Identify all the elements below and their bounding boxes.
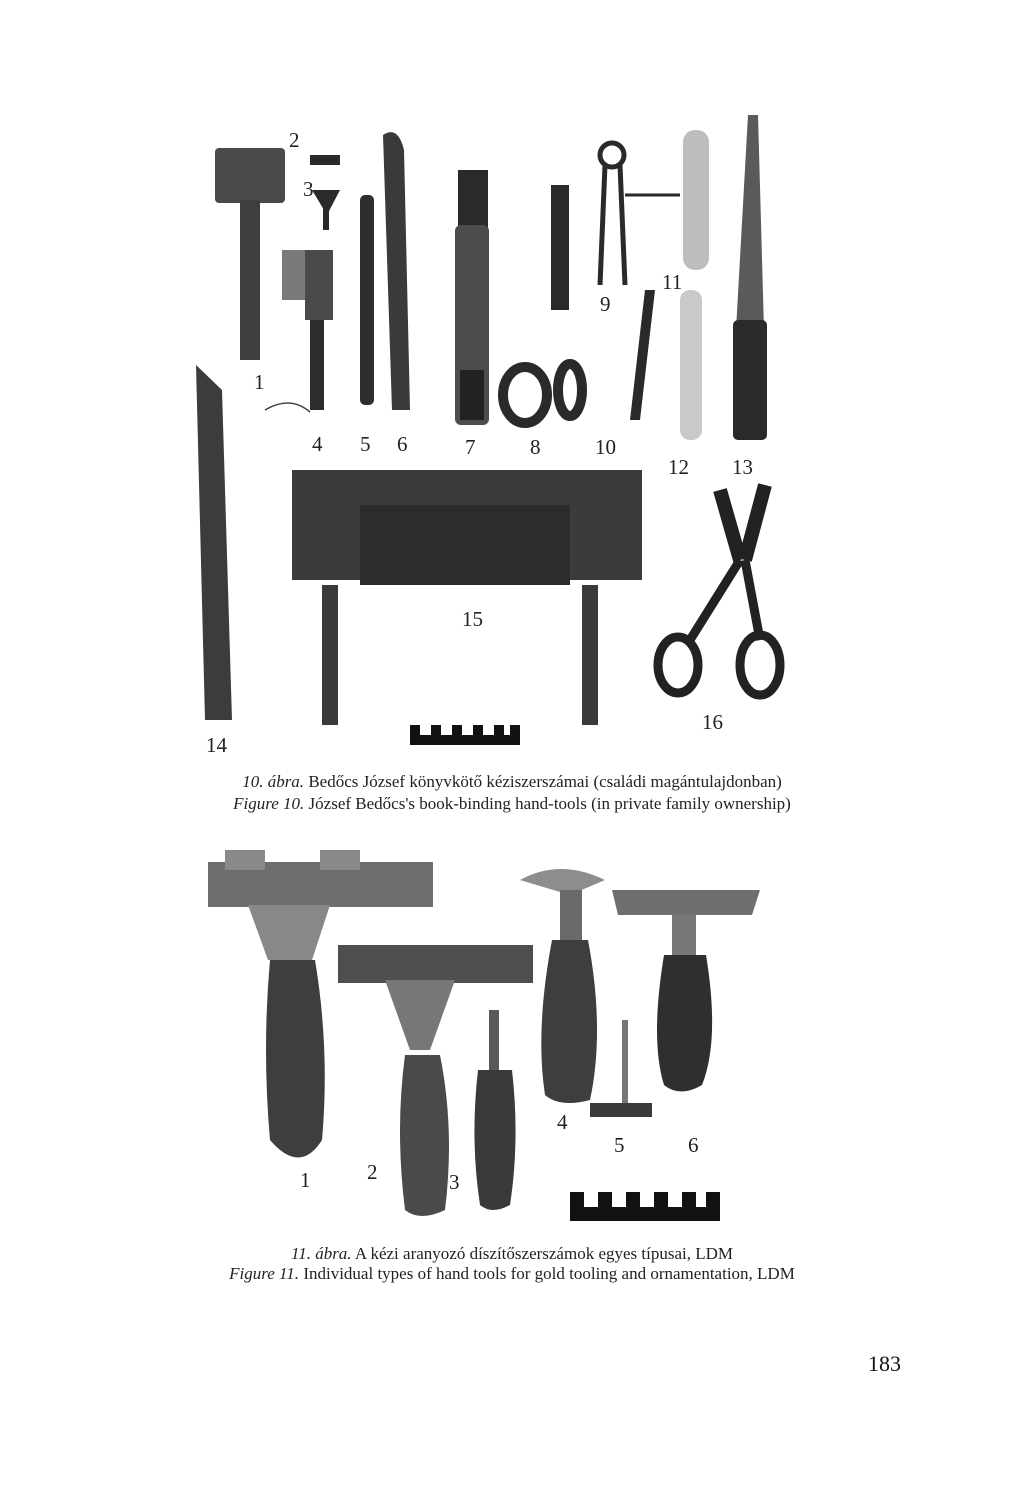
fig10-label-6: 6 (397, 432, 408, 456)
decorative-tool-6 (612, 890, 760, 1092)
figure-10-caption-en (0, 793, 1024, 814)
fig10-label-14: 14 (206, 733, 227, 757)
folder-tool-5 (360, 195, 374, 405)
fig11-label-4: 4 (557, 1110, 568, 1134)
knife-tool-7 (455, 170, 489, 425)
small-stamp-tools (310, 155, 340, 230)
figure-10-caption-hu (0, 771, 1024, 792)
fig10-label-7: 7 (465, 435, 476, 459)
figure-11-photo (200, 840, 780, 1230)
awl-tool-10 (630, 290, 655, 420)
figure-11-caption-hu (0, 1243, 1024, 1264)
fillet-tool-3 (474, 1010, 515, 1210)
bone-folder-11 (683, 130, 709, 270)
figure-10-photo (180, 100, 820, 760)
fig11-label-2: 2 (367, 1160, 378, 1184)
scale-bar-11 (570, 1192, 720, 1221)
long-knife-13 (733, 115, 767, 440)
fig10-label-2: 2 (289, 128, 300, 152)
fig10-label-8: 8 (530, 435, 541, 459)
scraper-tool (265, 250, 333, 412)
figure-10-text-hu: Bedőcs József könyvkötő kéziszerszámai (családi magántulajdonban) (308, 772, 782, 791)
figure-11-caption-en (0, 1263, 1024, 1284)
figure-11-text-hu: A kézi aranyozó díszítőszerszámok egyes típusai, LDM (354, 1244, 734, 1263)
fig10-label-4: 4 (312, 432, 323, 456)
fig10-label-1: 1 (254, 370, 265, 394)
fig11-label-3: 3 (449, 1170, 460, 1194)
dividers-tool-9 (600, 143, 680, 285)
fig10-label-13: 13 (732, 455, 753, 479)
fig11-label-5: 5 (614, 1133, 625, 1157)
fig10-label-15: 15 (462, 607, 483, 631)
fig10-label-16: 16 (702, 710, 723, 734)
fig11-label-6: 6 (688, 1133, 699, 1157)
pliers-tool-16 (658, 485, 780, 695)
bone-folder-12 (680, 290, 702, 440)
mallet-tool (215, 148, 285, 360)
fig11-label-1: 1 (300, 1168, 311, 1192)
figure-10-number-hu: 10. ábra. (242, 772, 305, 791)
scissors-tool-8 (503, 185, 582, 423)
scale-bar-10 (410, 725, 520, 745)
figure-11-number-en: Figure 11. (229, 1264, 300, 1283)
stamp-tool-5 (590, 1020, 652, 1117)
finishing-press-15 (292, 470, 642, 725)
figure-10-text-en: József Bedőcs's book-binding hand-tools (in private family ownership) (308, 794, 791, 813)
fig10-label-5: 5 (360, 432, 371, 456)
page-number: 183 (868, 1351, 901, 1376)
fig10-label-12: 12 (668, 455, 689, 479)
fig10-label-3: 3 (303, 177, 314, 201)
fig10-label-11: 11 (662, 270, 683, 294)
straightedge-14 (196, 365, 232, 720)
figure-11-text-en: Individual types of hand tools for gold tooling and ornamentation, LDM (303, 1264, 795, 1283)
fig10-label-10: 10 (595, 435, 616, 459)
figure-11-number-hu: 11. ábra. (290, 1244, 352, 1263)
tool-4 (520, 869, 605, 1103)
folder-tool-6 (383, 132, 410, 410)
figure-10-number-en: Figure 10. (233, 794, 305, 813)
fig10-label-9: 9 (600, 292, 611, 316)
